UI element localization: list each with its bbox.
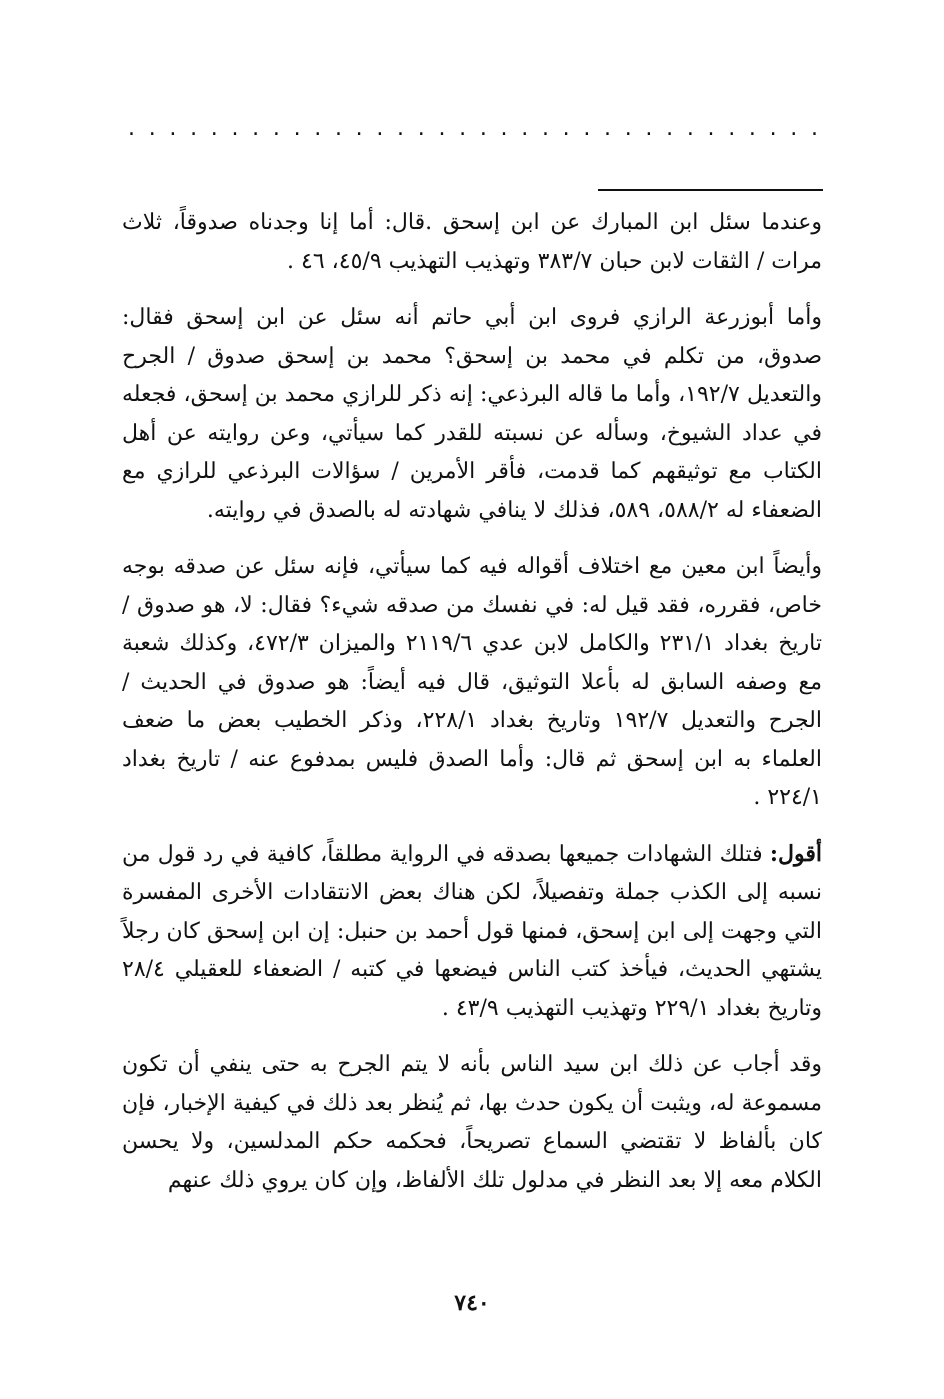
paragraph-5 — [122, 1045, 822, 1200]
paragraph-text: وأيضاً ابن معين مع اختلاف أقواله فيه كما سيأتي، فإنه سئل عن صدقه بوجه خاص، فقرره، فقد قيل له: في نفسك من صدقه شيء؟ فقال: لا، هو صدوق / تاريخ بغداد ٢٣١/١ والكامل لابن عدي ٢١١٩/٦ والميزان ٤٧٢/٣، وكذلك شعبة مع وصفه السابق له بأعلا التوثيق، قال فيه أيضاً: هو صدوق في الحديث / الجرح والتعديل ١٩٢/٧ وتاريخ بغداد ٢٢٨/١، وذكر الخطيب بعض ما ضعف العلماء به ابن إسحق ثم قال: وأما الصدق فليس بمدفوع عنه / تاريخ بغداد ٢٢٤/١ . — [122, 554, 822, 810]
separator-dots: . . . . . . . . . . . . . . . . . . . . . . . . . . . . . . . . . . — [128, 116, 820, 141]
page-number: ٧٤٠ — [454, 1290, 490, 1316]
paragraph-3 — [122, 547, 822, 818]
paragraph-4 — [122, 835, 822, 1029]
paragraph-text: وأما أبوزرعة الرازي فروى ابن أبي حاتم أنه سئل عن ابن إسحق فقال: صدوق، من تكلم في محمد بن إسحق؟ محمد بن إسحق صدوق / الجرح والتعديل ١٩٢/٧، وأما ما قاله البرذعي: إنه ذكر للرازي محمد بن إسحق، فجعله في عداد الشيوخ، وسأله عن نسبته للقدر كما سيأتي، وعن روايته عن أهل الكتاب مع توثيقهم كما قدمت، فأقر الأمرين / سؤالات البرذعي للرازي مع الضعفاء له ٥٨٨/٢، ٥٨٩، فذلك لا ينافي شهادته له بالصدق في روايته. — [122, 305, 822, 523]
footnote-rule — [598, 189, 823, 191]
page-body — [122, 203, 822, 1200]
paragraph-text: فتلك الشهادات جميعها بصدقه في الرواية مطلقاً، كافية في رد قول من نسبه إلى الكذب جملة وتفصيلاً، لكن هناك بعض الانتقادات الأخرى المفسرة التي وجهت إلى ابن إسحق، فمنها قول أحمد بن حنبل: إن ابن إسحق كان رجلاً يشتهي الحديث، فيأخذ كتب الناس فيضعها في كتبه / الضعفاء للعقيلي ٢٨/٤ وتاريخ بغداد ٢٢٩/١ وتهذيب التهذيب ٤٣/٩ . — [122, 841, 823, 1021]
paragraph-1 — [122, 203, 822, 281]
paragraph-2 — [122, 298, 822, 530]
paragraph-text: وقد أجاب عن ذلك ابن سيد الناس بأنه لا يتم الجرح به حتى ينفي أن تكون مسموعة له، ويثبت أن يكون حدث بها، ثم يُنظر بعد ذلك في كيفية الإخبار، فإن كان بألفاظ لا تقتضي السماع تصريحاً، فحكمه حكم المدلسين، ولا يحسن الكلام معه إلا بعد النظر في مدلول تلك الألفاظ، وإن كان يروي ذلك عنهم — [122, 1052, 822, 1193]
paragraph-lead: أقول: — [769, 840, 822, 867]
paragraph-text: وعندما سئل ابن المبارك عن ابن إسحق .قال: أما إنا وجدناه صدوقاً، ثلاث مرات / الثقات لابن حبان ٣٨٣/٧ وتهذيب التهذيب ٤٥/٩، ٤٦ . — [122, 210, 822, 274]
